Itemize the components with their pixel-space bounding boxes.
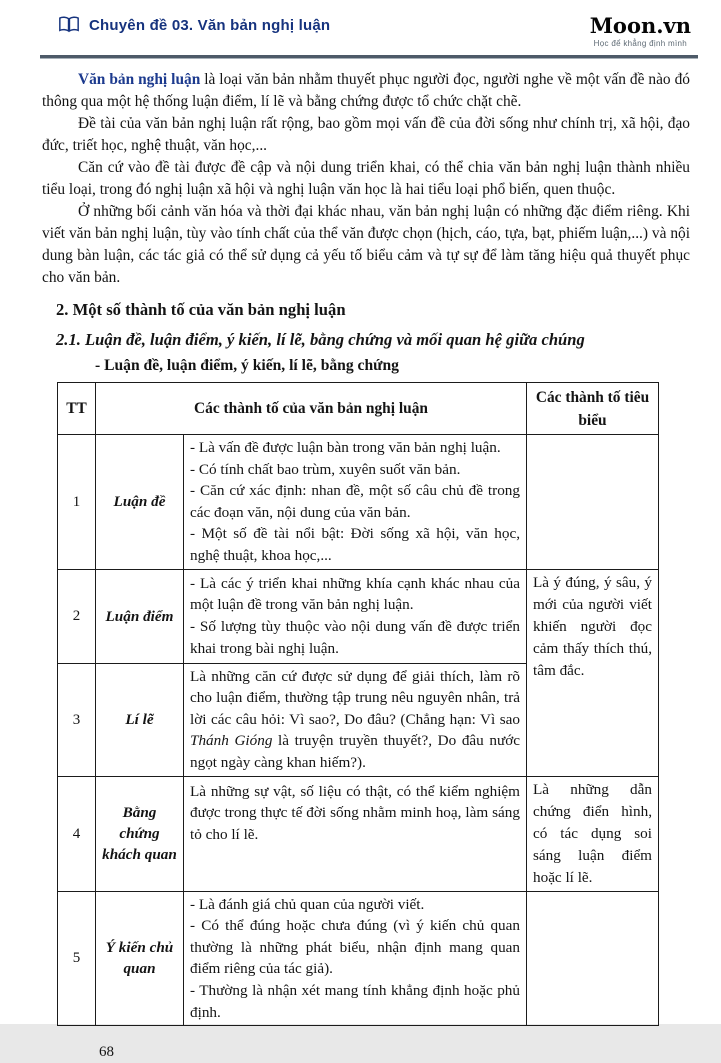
description-bullet: - Là vấn đề được luận bàn trong văn bản nghị luận.: [190, 439, 501, 456]
row-number: 4: [58, 776, 96, 891]
section-heading: 2. Một số thành tố của văn bản nghị luận: [56, 300, 346, 319]
intro-paragraph-3: Căn cứ vào đề tài được đề cập và nội dung triển khai, có thể chia văn bản nghị luận thành nhiều tiểu loại, trong đó nghị luận xã hội và nghị luận văn học là hai tiểu loại phổ biến, quen thuộc.: [42, 159, 690, 198]
component-name: Ý kiến chủ quan: [96, 891, 184, 1026]
work-title-italic: Thánh Gióng: [190, 732, 273, 750]
description-bullet: - Có tính chất bao trùm, xuyên suốt văn bản.: [190, 460, 461, 478]
row-number: 3: [58, 663, 96, 776]
component-name: Lí lẽ: [96, 663, 184, 776]
row-number: 2: [58, 569, 96, 663]
subsection-heading: 2.1. Luận đề, luận điểm, ý kiến, lí lẽ, bằng chứng và mối quan hệ giữa chúng: [56, 330, 585, 349]
component-description: [184, 569, 527, 663]
component-description: [184, 891, 527, 1026]
typical-cell: Là những dẫn chứng điển hình, có tác dụng soi sáng luận điểm hoặc lí lẽ.: [527, 776, 659, 891]
body-text: [0, 59, 721, 1063]
col-header-tt: TT: [58, 383, 96, 435]
component-description: [184, 663, 527, 776]
moon-logo: Moon.vn: [589, 13, 691, 38]
components-table: [57, 382, 659, 1026]
header-left: [58, 15, 330, 34]
row-number: 1: [58, 435, 96, 570]
moon-logo-block: [590, 15, 699, 48]
component-description: Là những sự vật, số liệu có thật, có thể kiểm nghiệm được trong thực tế đời sống nhằm minh hoạ, làm sáng tỏ cho lí lẽ.: [184, 776, 527, 891]
col-header-components: Các thành tố của văn bản nghị luận: [96, 383, 527, 435]
typical-cell: [527, 891, 659, 1026]
intro-paragraph-1: [42, 69, 690, 113]
table-row: [58, 891, 659, 1026]
table-row: [58, 435, 659, 570]
description-bullet: - Có thể đúng hoặc chưa đúng (vì ý kiến chủ quan thường là những phát biểu, nhận định mang quan điểm riêng của tác giả).: [190, 917, 520, 978]
component-description: [184, 435, 527, 570]
description-bullet: - Số lượng tùy thuộc vào nội dung vấn đề được triển khai trong bài nghị luận.: [190, 618, 520, 657]
chapter-title: Chuyên đề 03. Văn bản nghị luận: [89, 17, 331, 34]
component-name: Luận đề: [96, 435, 184, 570]
row-number: 5: [58, 891, 96, 1026]
typical-cell: Là ý đúng, ý sâu, ý mới của người viết khiến người đọc cảm thấy thích thú, tâm đắc.: [527, 569, 659, 776]
intro-paragraph-1-rest: là loại văn bản nhằm thuyết phục người đọc, người nghe về một vấn đề nào đó thông qua một hệ thống luận điểm, lí lẽ và bằng chứng được tổ chức chặt chẽ.: [42, 71, 690, 110]
logo-tagline: Học để khẳng định mình: [593, 39, 687, 48]
page-number: 68: [99, 1044, 114, 1061]
description-bullet: - Là các ý triển khai những khía cạnh khác nhau của một luận đề trong văn bản nghị luận.: [190, 574, 520, 614]
table-row: [58, 569, 659, 663]
page-header: [0, 0, 721, 48]
intro-paragraph-2: Đề tài của văn bản nghị luận rất rộng, bao gồm mọi vấn đề của đời sống như chính trị, xã hội, đạo đức, triết học, nghệ thuật, văn học,...: [42, 115, 690, 154]
table-row: [58, 776, 659, 891]
description-bullet: - Là đánh giá chủ quan của người viết.: [190, 895, 425, 913]
component-name: Luận điểm: [96, 569, 184, 663]
description-bullet: - Thường là nhận xét mang tính khẳng định hoặc phủ định.: [190, 981, 520, 1021]
description-bullet: - Một số đề tài nổi bật: Đời sống xã hội, văn học, nghệ thuật, khoa học,...: [190, 525, 520, 564]
open-book-icon: [58, 16, 80, 33]
typical-cell: [527, 435, 659, 570]
table-header-row: [58, 383, 659, 435]
description-text: Là những căn cứ được sử dụng để giải thích, làm rõ cho luận điểm, thường tập trung nêu nguyên nhân, trả lời các câu hỏi: Vì sao?, Do đâu? (Chẳng hạn: Vì sao: [190, 667, 520, 728]
description-bullet: - Căn cứ xác định: nhan đề, một số câu chủ đề trong các đoạn văn, nội dung của văn bản.: [190, 482, 520, 521]
component-name: Bằng chứng khách quan: [96, 776, 184, 891]
intro-lead-term: Văn bản nghị luận: [78, 71, 201, 88]
intro-paragraph-4: Ở những bối cảnh văn hóa và thời đại khác nhau, văn bản nghị luận có những đặc điểm riêng. Khi viết văn bản nghị luận, tùy vào tính chất của thể văn được chọn (hịch, cáo, tựa, bạt, phiếm luận,...) và nội dung bàn luận, các tác giả có thể sử dụng cả yếu tố biểu cảm và tự sự để làm tăng hiệu quả thuyết phục cho văn bản.: [42, 203, 690, 286]
description-text: là truyện truyền thuyết?, Do đâu nước ngọt ngày càng khan hiếm?).: [190, 732, 520, 771]
list-lead-heading: - Luận đề, luận điểm, ý kiến, lí lẽ, bằng chứng: [95, 357, 399, 374]
col-header-typical: Các thành tố tiêu biểu: [527, 383, 659, 435]
